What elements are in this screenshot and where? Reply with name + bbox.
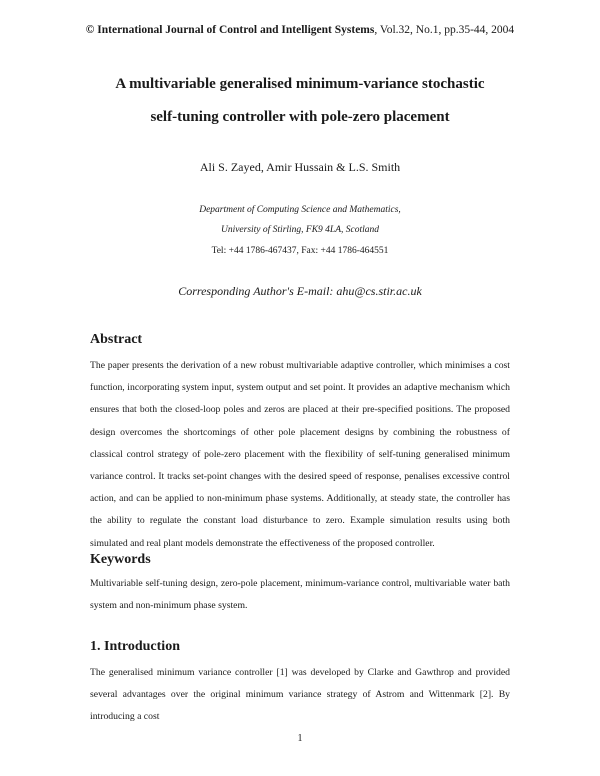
affiliation-department: Department of Computing Science and Mathematics, [199, 205, 401, 215]
abstract-heading: Abstract [90, 332, 143, 347]
introduction-heading: 1. Introduction [90, 639, 180, 654]
journal-citation [0, 24, 600, 36]
author-list: Ali S. Zayed, Amir Hussain & L.S. Smith [199, 160, 401, 174]
corresponding-author-email: Corresponding Author's E-mail: ahu@cs.stir.ac.uk [178, 284, 422, 298]
abstract-text: The paper presents the derivation of a new robust multivariable adaptive controller, which minimises a cost function, incorporating system input, system output and set point. It provides an adaptive mechanism which ensures that both the closed-loop poles and zeros are placed at their pre-specified positions. The proposed design overcomes the shortcomings of other pole placement designs by combining the robustness of classical control strategy of pole-zero placement with the flexibility of self-tuning generalised minimum variance control. It tracks set-point changes with the desired speed of response, penalises excessive control action, and can be applied to non-minimum phase systems. Additionally, at steady state, the controller has the ability to regulate the constant load disturbance to zero. Example simulation results using both simulated and real plant models demonstrate the effectiveness of the proposed controller. [90, 360, 510, 549]
journal-name: © International Journal of Control and Intelligent Systems [85, 24, 375, 36]
keywords-text: Multivariable self-tuning design, zero-pole placement, minimum-variance control, multivariable water bath system and non-minimum phase system. [90, 578, 510, 612]
paper-title-line-2: self-tuning controller with pole-zero placement [150, 109, 450, 125]
affiliation-university: University of Stirling, FK9 4LA, Scotland [220, 225, 380, 235]
paper-title-line-1: A multivariable generalised minimum-variance stochastic [115, 76, 485, 92]
page-number: 1 [297, 733, 303, 744]
journal-details: , Vol.32, No.1, pp.35-44, 2004 [374, 24, 515, 36]
introduction-text: The generalised minimum variance controller [1] was developed by Clarke and Gawthrop and provided several advantages over the original minimum variance strategy of Astrom and Wittenmark [2]. By introducing a cost [90, 667, 510, 723]
keywords-heading: Keywords [90, 552, 151, 567]
affiliation-contact: Tel: +44 1786-467437, Fax: +44 1786-464551 [211, 246, 389, 256]
